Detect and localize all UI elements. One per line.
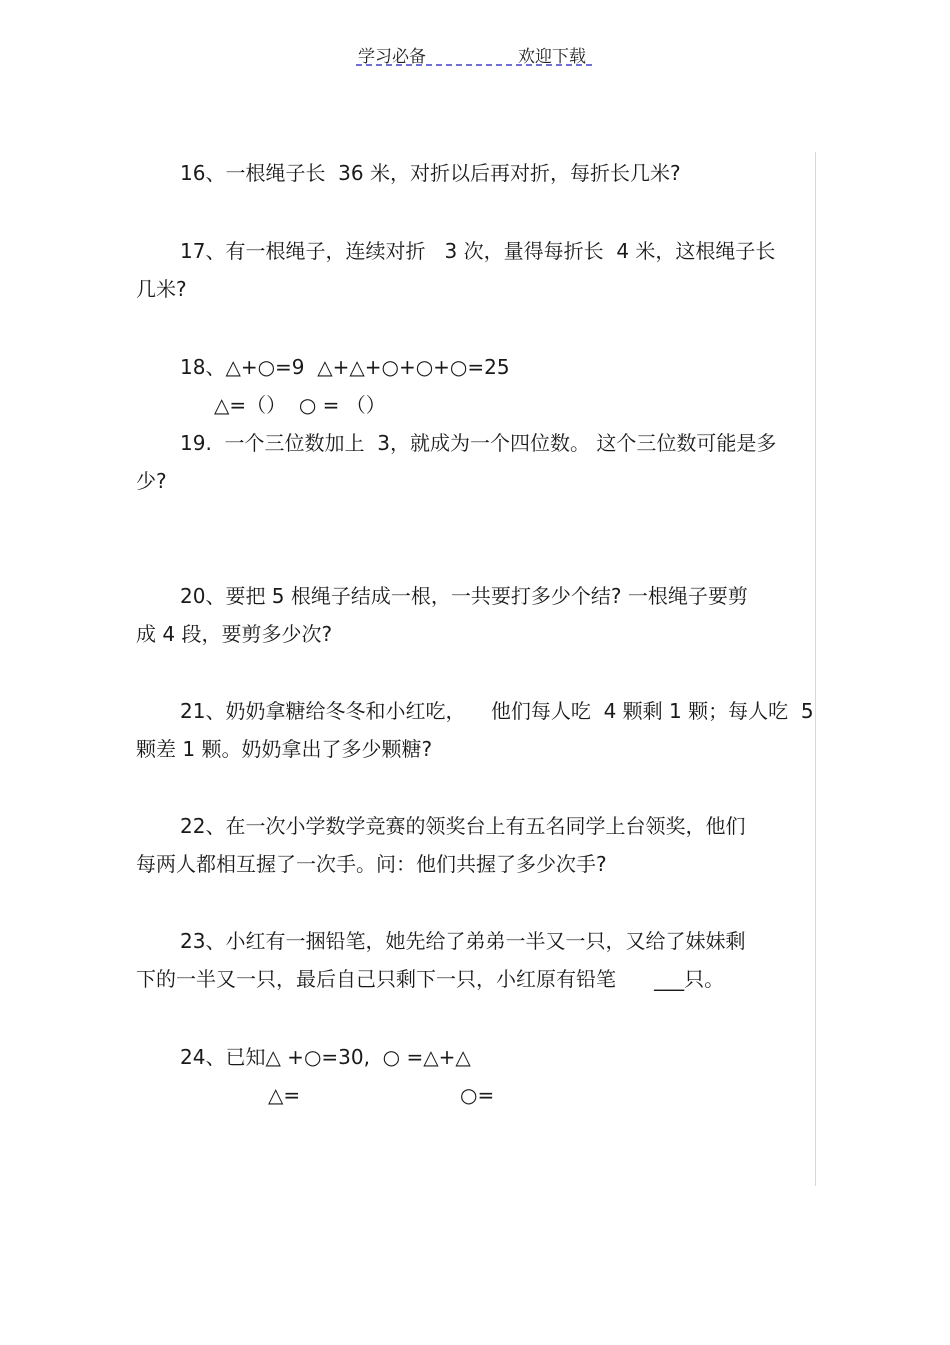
question-17-line-1: 17、有一根绳子，连续对折 3 次，量得每折长 4 米，这根绳子长 [180,239,776,263]
header-right-text: 欢迎下载 [518,47,586,67]
question-22-line-2: 每两人都相互握了一次手。问：他们共握了多少次手? [136,852,607,876]
question-21-line-1: 21、奶奶拿糖给冬冬和小红吃， 他们每人吃 4 颗剩 1 颗；每人吃 5 [180,699,814,723]
margin-line [815,152,816,1186]
question-17-line-2: 几米? [136,277,187,301]
question-16: 16、一根绳子长 36 米，对折以后再对折，每折长几米? [180,161,681,185]
question-22-line-1: 22、在一次小学数学竞赛的领奖台上有五名同学上台领奖，他们 [180,814,746,838]
header-left-text: 学习必备 [358,47,426,67]
question-24-circle-answer: ○= [460,1083,495,1107]
question-19-line-1: 19. 一个三位数加上 3，就成为一个四位数。 这个三位数可能是多 [180,431,777,455]
question-21-line-2: 颗差 1 颗。奶奶拿出了多少颗糖? [136,737,433,761]
question-23-line-1: 23、小红有一捆铅笔，她先给了弟弟一半又一只，又给了妹妹剩 [180,929,746,953]
question-19-line-2: 少? [136,469,167,493]
question-18-line-1: 18、△+○=9 △+△+○+○+○=25 [180,355,510,379]
question-23-line-2: 下的一半又一只，最后自己只剩下一只，小红原有铅笔 ___只。 [136,967,725,991]
question-20-line-2: 成 4 段，要剪多少次? [136,622,333,646]
page-header [356,38,592,66]
question-24-line-1: 24、已知△ +○=30, ○ =△+△ [180,1045,471,1069]
question-20-line-1: 20、要把 5 根绳子结成一根，一共要打多少个结? 一根绳子要剪 [180,584,748,608]
question-18-line-2: △=（） ○ = （） [214,393,386,417]
question-24-triangle-answer: △= [268,1083,301,1107]
